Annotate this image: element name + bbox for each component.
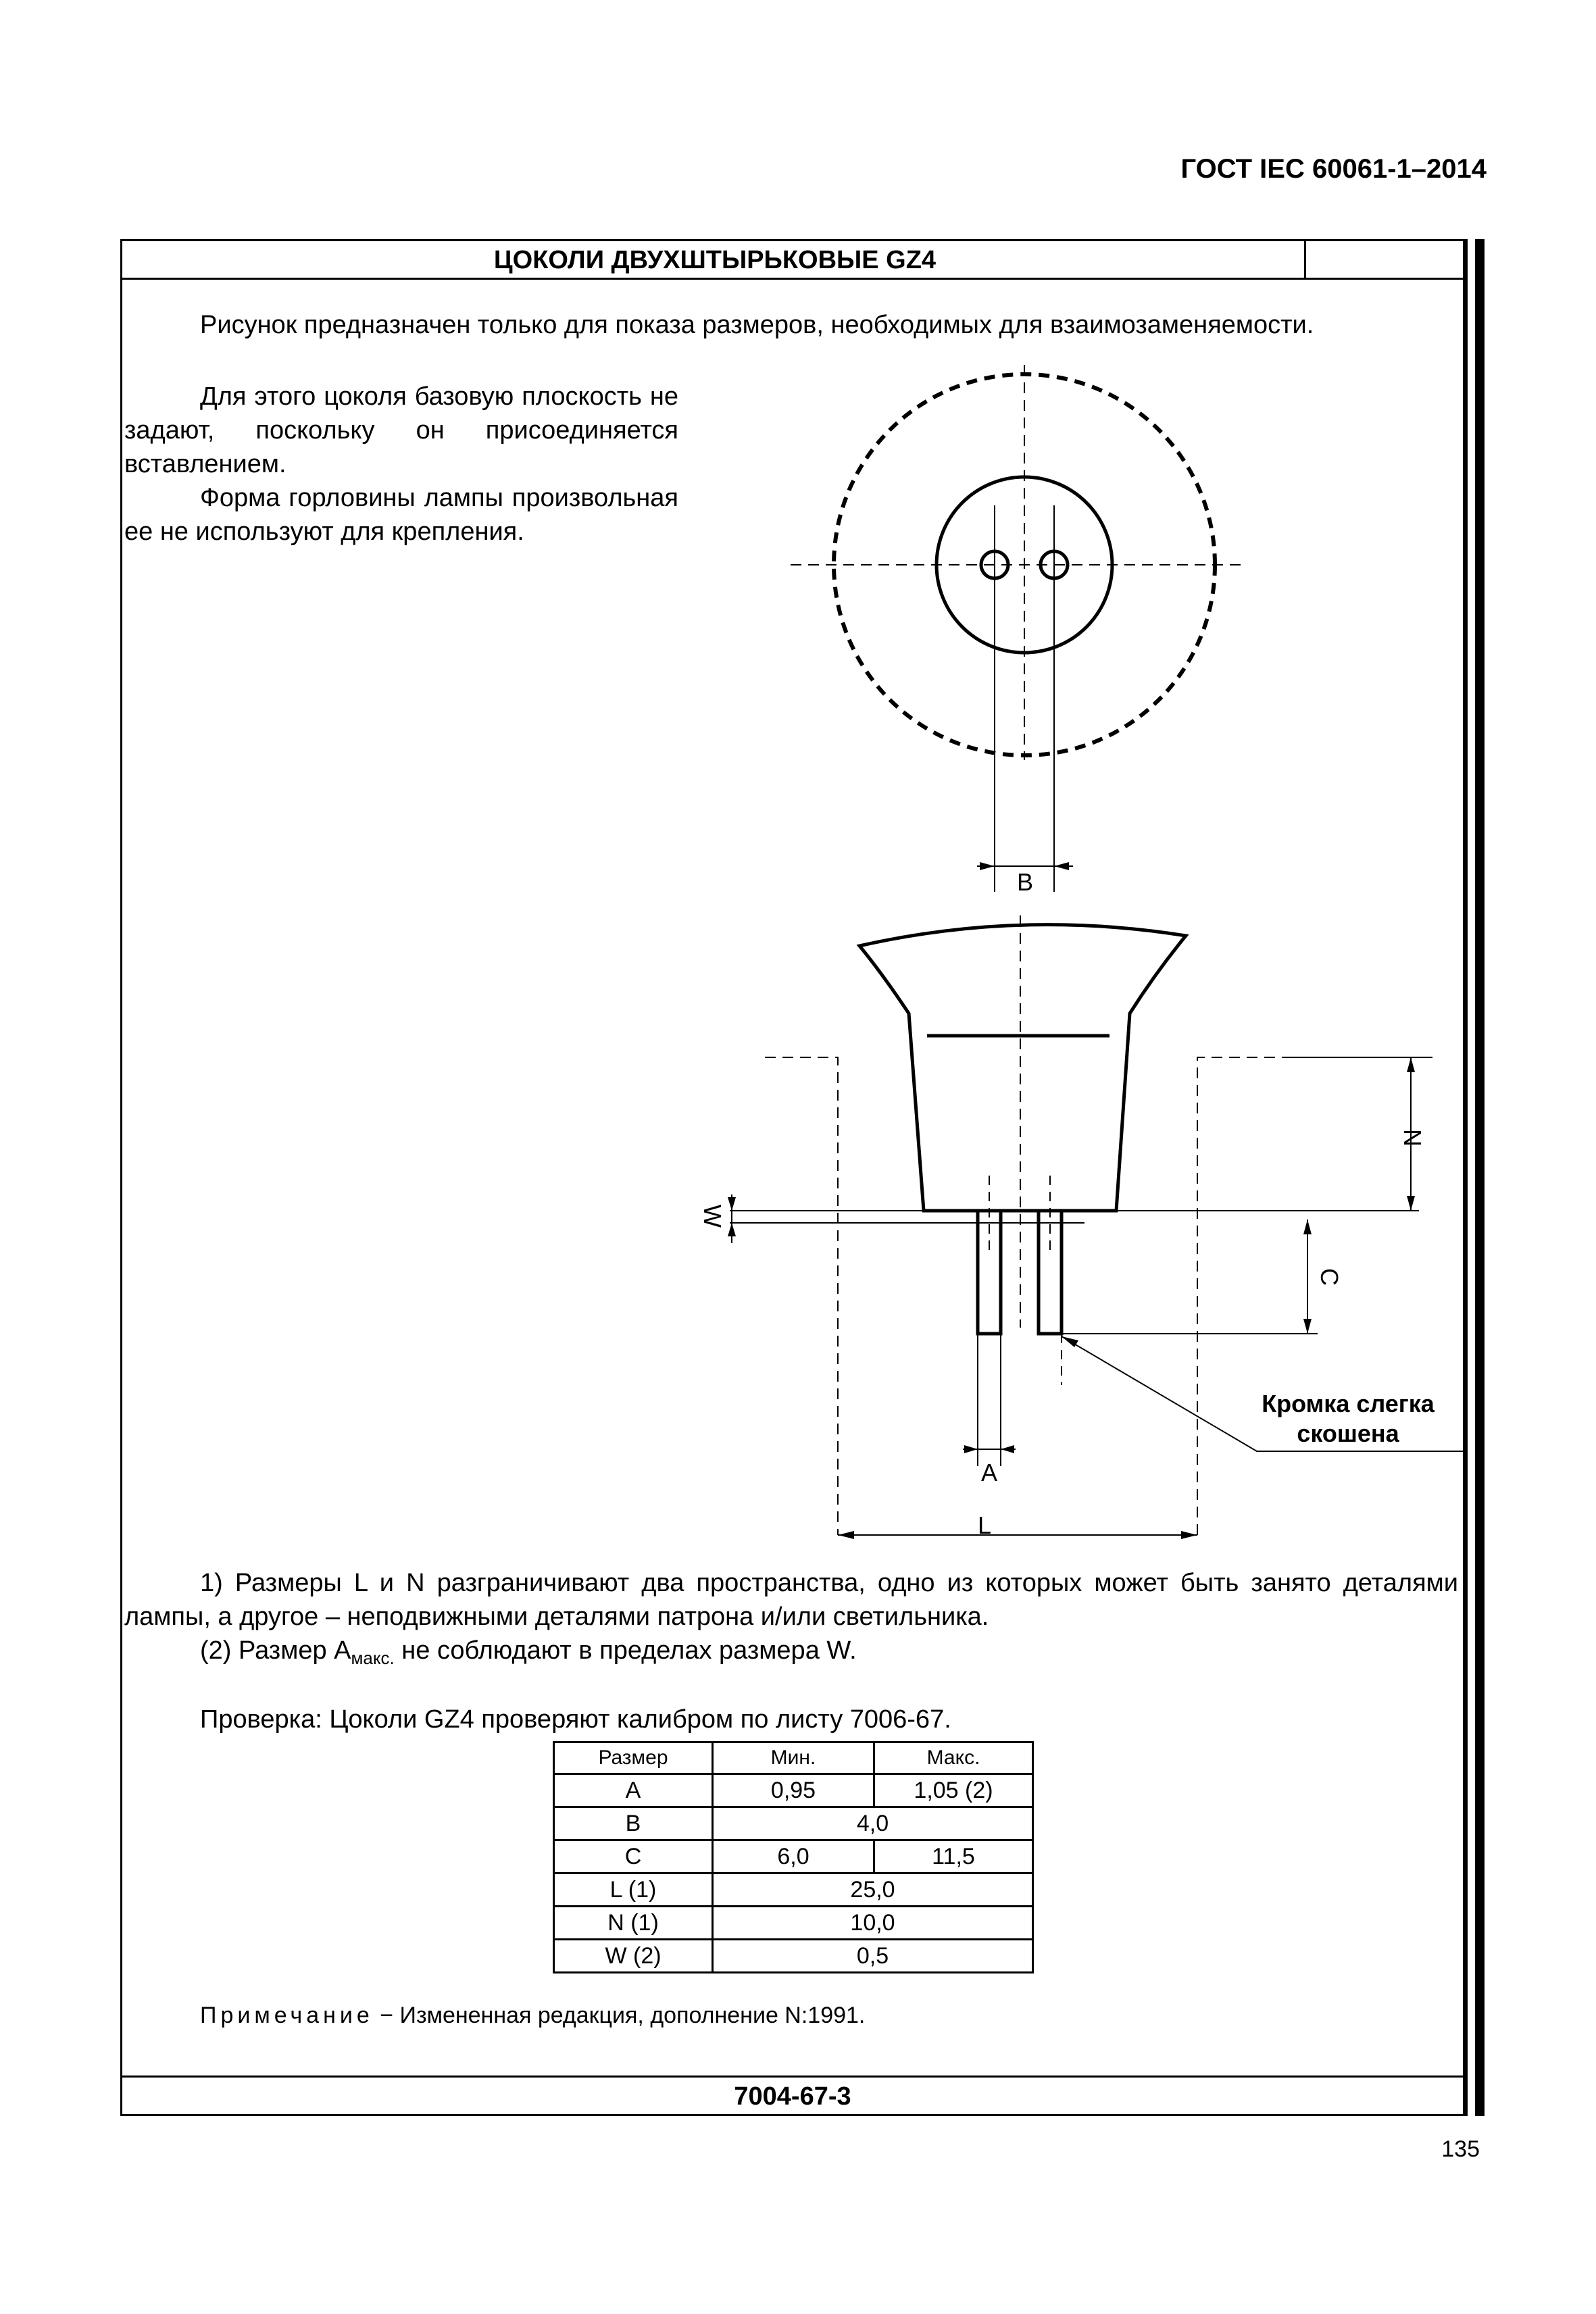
note-label: Примечание (200, 2003, 374, 2028)
table-header-row (554, 1742, 1033, 1774)
cell-dim: C (554, 1840, 713, 1873)
footnote-2-prefix: (2) Размер A (200, 1636, 351, 1665)
cell-value: 10,0 (713, 1907, 1033, 1940)
table-row (554, 1907, 1033, 1940)
header-dim: Размер (554, 1742, 713, 1774)
footnote-2-suffix: не соблюдают в пределах размера W. (394, 1636, 857, 1665)
note (200, 1998, 1416, 2032)
lamp-neck (859, 925, 1186, 1211)
footnote-2 (200, 1634, 1349, 1667)
footnote-1: 1) Размеры L и N разграничивают два пространства, одно из которых может быть занято деталями лампы, а другое – неподвижными деталями патрона и/или светильника. (124, 1569, 1458, 1631)
space-boundary-left (765, 1057, 838, 1535)
sheet-number: 7004-67-3 (734, 2082, 851, 2111)
edge-label-line2: скошена (1297, 1419, 1399, 1447)
cell-dim: A (554, 1774, 713, 1807)
label-w: W (699, 1205, 726, 1228)
cell-value: 4,0 (713, 1807, 1033, 1840)
cell-value: 0,5 (713, 1940, 1033, 1973)
label-l: L (977, 1511, 992, 1539)
table-row (554, 1807, 1033, 1840)
neck-shape-paragraph: Форма горловины лампы произвольная ее не используют для крепления. (124, 484, 678, 546)
dimensions-table (553, 1741, 1034, 1973)
cell-max: 11,5 (874, 1840, 1033, 1873)
header-max: Макс. (874, 1742, 1033, 1774)
table-row (554, 1840, 1033, 1873)
cell-min: 0,95 (713, 1774, 874, 1807)
purpose-text: Рисунок предназначен только для показа размеров, необходимых для взаимозаменяемости. (200, 311, 1314, 339)
footnote-2-subscript: макс. (351, 1648, 395, 1668)
document-id: ГОСТ IEC 60061-1–2014 (1180, 154, 1487, 184)
table-row (554, 1774, 1033, 1807)
cell-value: 25,0 (713, 1873, 1033, 1907)
cell-min: 6,0 (713, 1840, 874, 1873)
check-text: Проверка: Цоколи GZ4 проверяют калибром по листу 7006-67. (200, 1705, 951, 1734)
sheet-title: ЦОКОЛИ ДВУХШТЫРЬКОВЫЕ GZ4 (493, 246, 937, 274)
bottom-row-divider (120, 2076, 1465, 2078)
cell-dim: N (1) (554, 1907, 713, 1940)
table-row (554, 1940, 1033, 1973)
page-number: 135 (1441, 2136, 1480, 2162)
space-boundary-right (1197, 1057, 1284, 1535)
table-row (554, 1873, 1033, 1907)
label-b: B (1016, 868, 1034, 896)
edge-label-line1: Кромка слегка (1262, 1390, 1435, 1417)
note-text: − Измененная редакция, дополнение N:1991. (373, 2003, 866, 2028)
cell-max: 1,05 (2) (874, 1774, 1033, 1807)
label-n: N (1399, 1129, 1426, 1147)
cell-dim: B (554, 1807, 713, 1840)
header-min: Мин. (713, 1742, 874, 1774)
cell-dim: L (1) (554, 1873, 713, 1907)
label-c: C (1316, 1268, 1343, 1286)
cell-dim: W (2) (554, 1940, 713, 1973)
label-a: A (980, 1459, 998, 1486)
base-plane-paragraph: Для этого цоколя базовую плоскость не задают, поскольку он присоединяется вставлением. (124, 382, 678, 478)
